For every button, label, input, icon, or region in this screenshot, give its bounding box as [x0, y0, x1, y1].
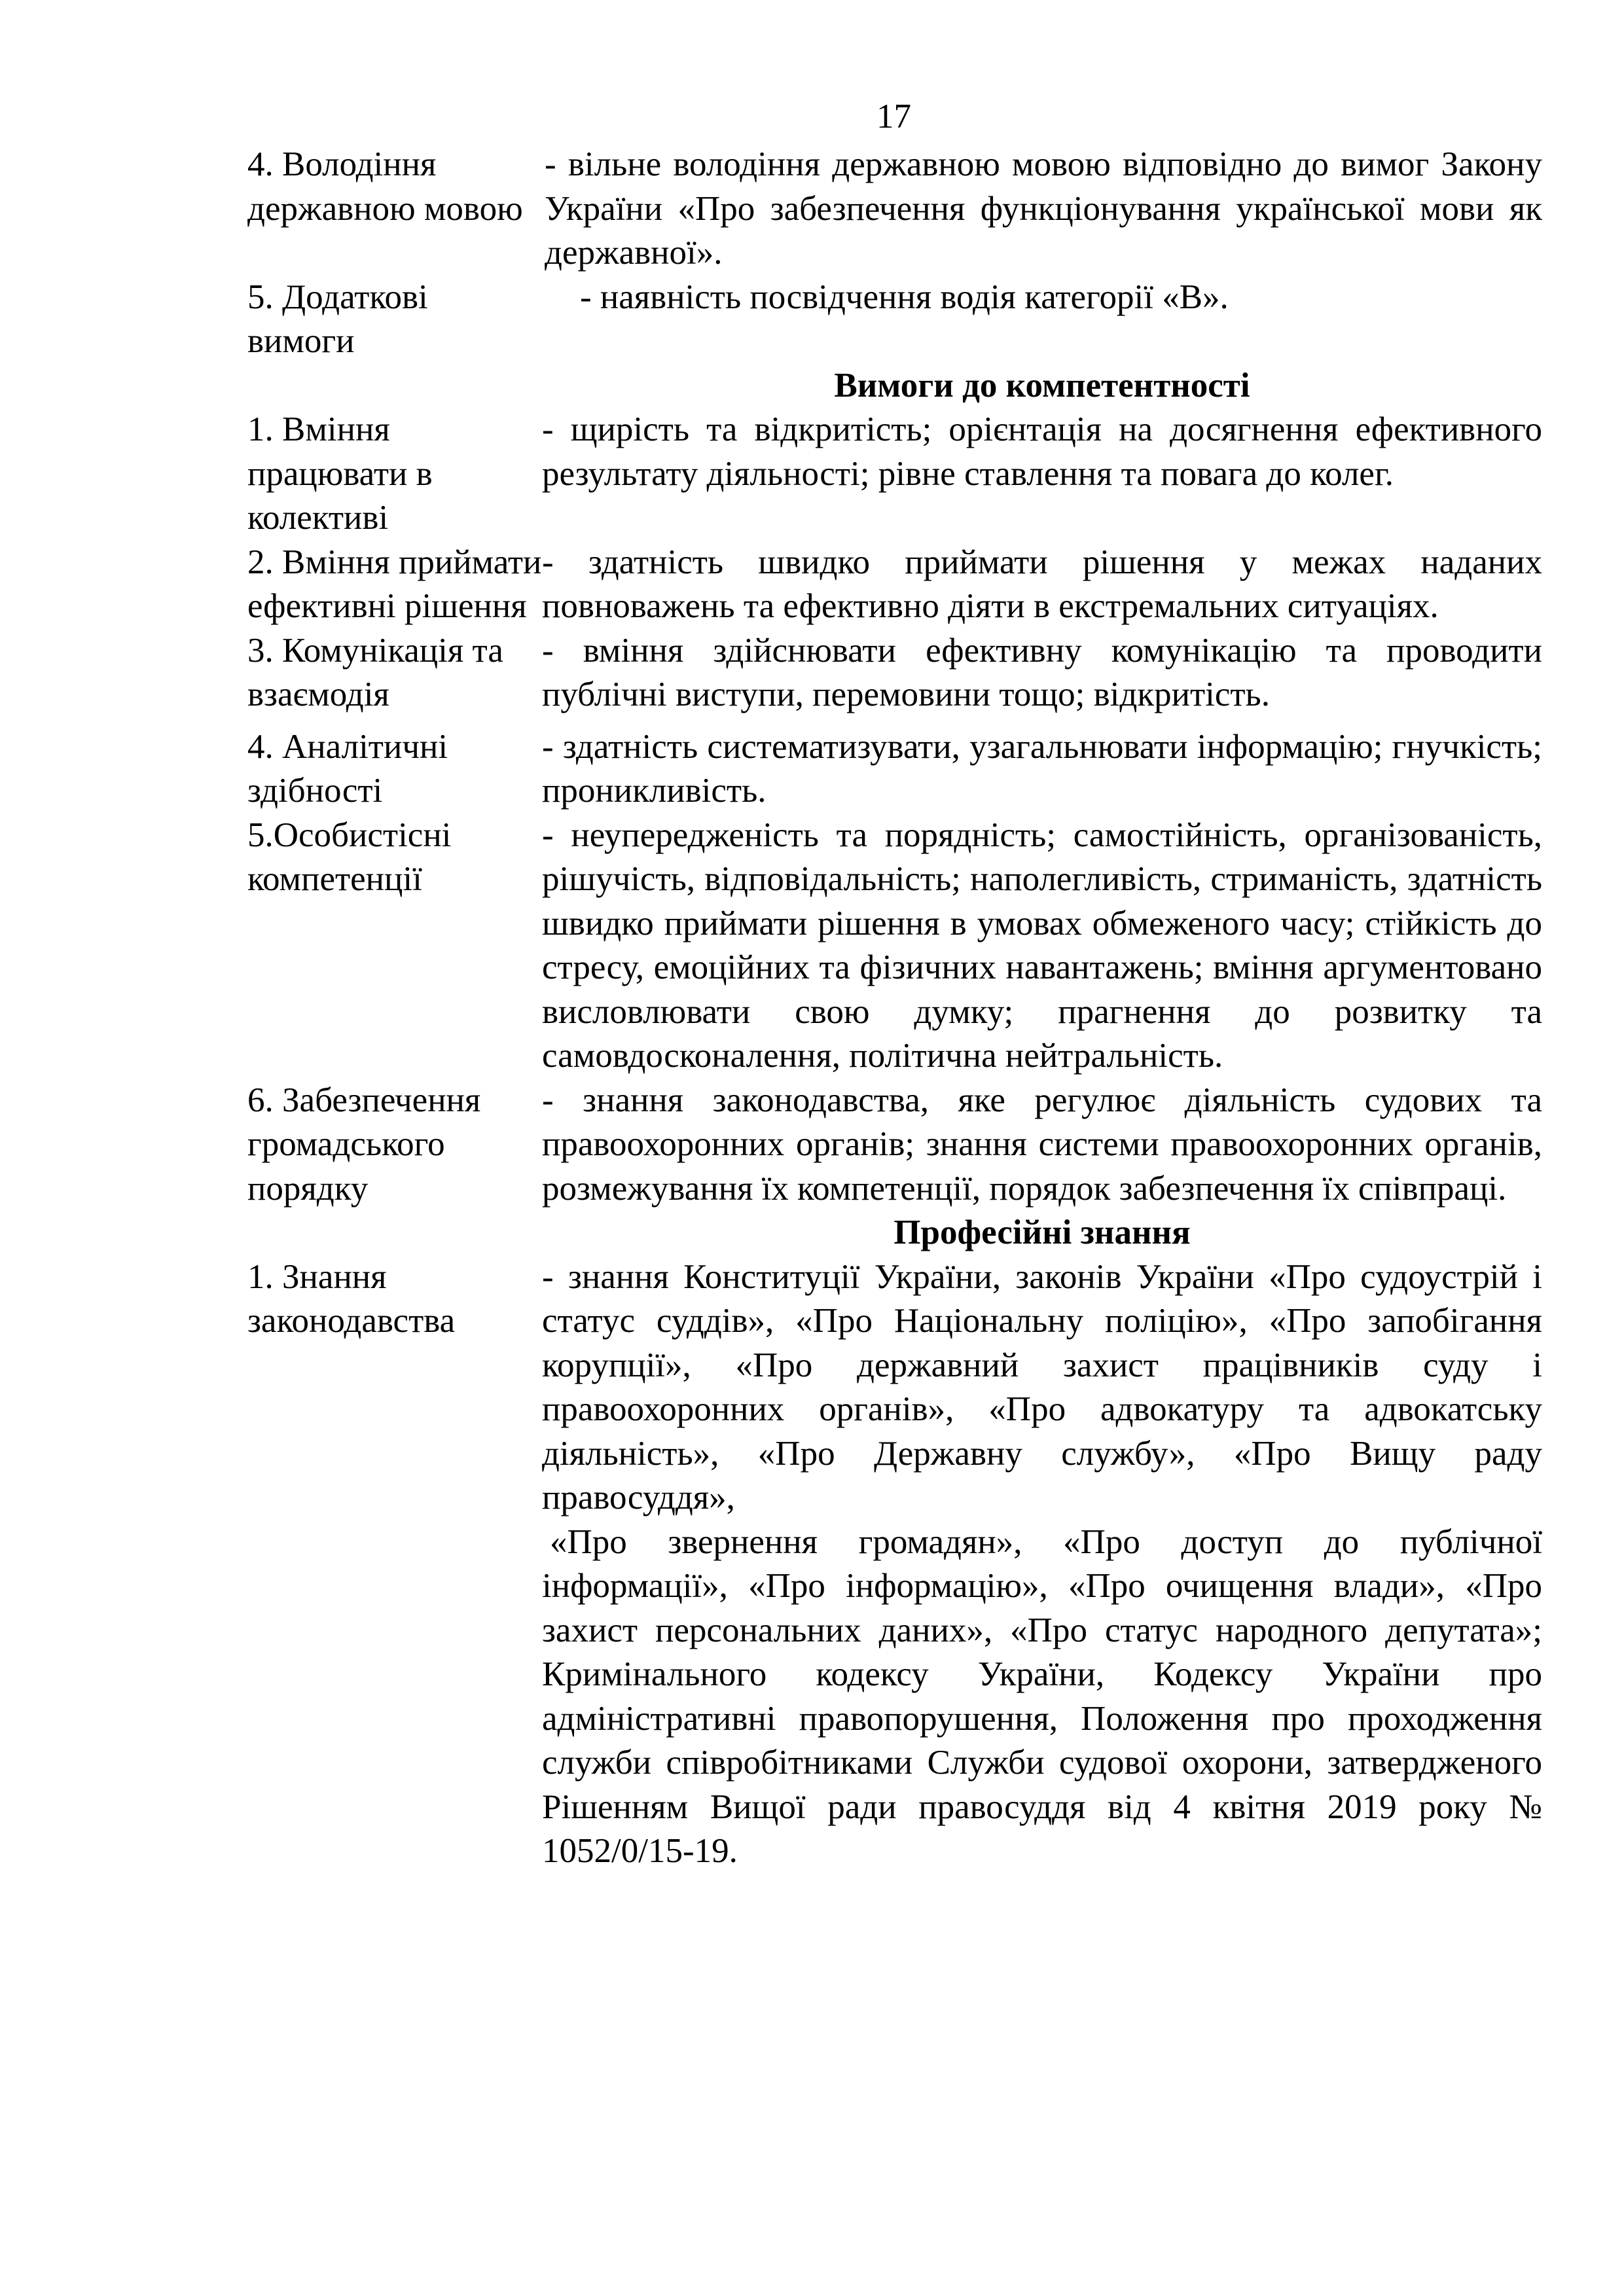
table-row [247, 408, 1542, 541]
row-text: - щирість та відкритість; орієнтація на досягнення ефективного результату діяльності; рівне ставлення та повага до колег. [542, 410, 1542, 493]
row-text [542, 1255, 1542, 1874]
row-text: - вільне володіння державною мовою відповідно до вимог Закону України «Про забезпечення функціонування української мови як державної». [545, 145, 1542, 272]
section-heading-knowledge: Професійні знання [893, 1213, 1191, 1251]
row-label: 5.Особистісні компетенції [247, 816, 452, 898]
section-heading-competence: Вимоги до компетентності [834, 366, 1250, 404]
row-label: 4. Володіння державною мовою [247, 145, 523, 228]
row-text: - знання законодавства, яке регулює діяльність судових та правоохоронних органів; знання системи правоохоронних органів, розмежування їх компетенції, порядок забезпечення їх співпраці. [542, 1081, 1542, 1208]
table-row [247, 1255, 1542, 1874]
legislation-paragraph-1: - знання Конституції України, законів України «Про судоустрій і статус суддів», «Про Національну поліцію», «Про запобігання корупції», «Про державний захист працівників суду і правоохоронних органів», «Про адвокатуру та адвокатську діяльність», «Про Державну службу», «Про Вищу раду правосуддя», [542, 1257, 1542, 1516]
legislation-paragraph-2: «Про звернення громадян», «Про доступ до публічної інформації», «Про інформацію», «Про очищення влади», «Про захист персональних даних», «Про статус народного депутата»; Кримінального кодексу України, Кодексу України про адміністративні правопорушення, Положення про проходження служби співробітниками Служби судової охорони, затвердженого Рішенням Вищої ради правосуддя від 4 квітня 2019 року № 1052/0/15-19. [542, 1522, 1542, 1870]
row-label: 1. Знання законодавства [247, 1257, 456, 1340]
table-row [247, 717, 1542, 814]
requirements-table [247, 143, 1542, 1874]
row-label: 1. Вміння працювати в колективі [247, 410, 433, 537]
table-row [247, 814, 1542, 1079]
table-row [247, 541, 1542, 629]
row-text: - наявність посвідчення водія категорії «В». [580, 278, 1229, 316]
row-label: 2. Вміння приймати ефективні рішення [247, 543, 542, 625]
table-row [247, 143, 1542, 276]
table-row [247, 276, 1542, 364]
row-label: 4. Аналітичні здібності [247, 727, 448, 810]
row-text: - здатність систематизувати, узагальнювати інформацію; гнучкість; проникливість. [542, 727, 1542, 810]
row-text: - неупередженість та порядність; самостійність, організованість, рішучість, відповідальність; наполегливість, стриманість, здатність швидко приймати рішення в умовах обмеженого часу; стійкість до стресу, емоційних та фізичних навантажень; вміння аргументовано висловлювати свою думку; прагнення до розвитку та самовдосконалення, політична нейтральність. [542, 816, 1542, 1075]
row-label: 5. Додаткові вимоги [247, 278, 428, 360]
page-number: 17 [876, 98, 911, 135]
row-text: - здатність швидко приймати рішення у межах наданих повноважень та ефективно діяти в екстремальних ситуаціях. [542, 543, 1542, 625]
table-row [247, 1079, 1542, 1211]
document-body [247, 143, 1542, 1874]
row-text: - вміння здійснювати ефективну комунікацію та проводити публічні виступи, перемовини тощо; відкритість. [542, 631, 1542, 713]
row-label: 3. Комунікація та взаємодія [247, 631, 503, 713]
row-label: 6. Забезпечення громадського порядку [247, 1081, 481, 1208]
table-row [247, 629, 1542, 717]
